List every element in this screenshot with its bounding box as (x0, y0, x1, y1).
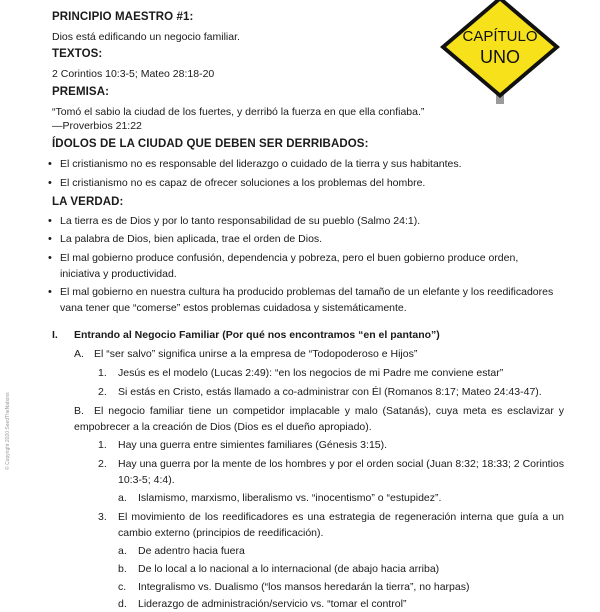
verdad-item-2: • La palabra de Dios, bien aplicada, trae el orden de Dios. (48, 233, 323, 245)
outline-B-text: El negocio familiar tiene un competidor implacable y malo (Satanás), cuya meta es esclavizar y empobrecer a la creación de Dios (Dios es el dueño apropiado). (74, 405, 564, 433)
outline-I-title: Entrando al Negocio Familiar (Por qué nos encontramos “en el pantano”) (74, 329, 440, 341)
bullet-icon: • (48, 233, 52, 245)
bullet-icon: • (48, 158, 52, 170)
outline-B1-text: Hay una guerra entre simientes familiares (Génesis 3:15). (118, 439, 388, 451)
bullet-icon: • (48, 215, 52, 227)
outline-B2-text: Hay una guerra por la mente de los hombres y por el orden social (Juan 8:32; 18:33; 2 Corintios 10:3-5; 4:4). (118, 458, 564, 486)
outline-A2-marker: 2. (98, 386, 107, 398)
bullet-icon: • (48, 252, 52, 264)
outline-B2-marker: 2. (98, 458, 107, 470)
chapter-sign (438, 0, 562, 104)
outline-I-marker: I. (52, 329, 58, 341)
bullet-icon: • (48, 177, 52, 189)
textos-heading: TEXTOS: (52, 48, 103, 60)
idolos-item-1: • El cristianismo no es responsable del liderazgo o cuidado de la tierra y sus habitantes. (48, 158, 462, 170)
bullet-icon: • (48, 286, 52, 298)
outline-A2-text: Si estás en Cristo, estás llamado a co-administrar con Él (Romanos 8:17; Mateo 24:43-47). (118, 386, 542, 398)
verdad-item-1: • La tierra es de Dios y por lo tanto responsabilidad de su pueblo (Salmo 24:1). (48, 215, 421, 227)
verdad-item-4: • El mal gobierno en nuestra cultura ha producido problemas del tamaño de un elefante y los reedificadores vana tener que “comerse” estos problemas cuidadosa y sistemáticamente. (48, 286, 554, 314)
outline-A-marker: A. (74, 348, 84, 360)
outline-B3d-marker: d. (118, 598, 127, 610)
principio-text: Dios está edificando un negocio familiar. (52, 31, 240, 43)
premisa-source: —Proverbios 21:22 (52, 120, 142, 132)
premisa-heading: PREMISA: (52, 86, 110, 98)
outline-B3a-text: De adentro hacia fuera (138, 545, 245, 557)
sign-line2: UNO (480, 47, 520, 67)
verdad-item-3: • El mal gobierno produce confusión, dependencia y pobreza, pero el buen gobierno produce orden, iniciativa y productividad. (48, 252, 519, 280)
idolos-item-2: • El cristianismo no es capaz de ofrecer soluciones a los problemas del hombre. (48, 177, 426, 189)
outline-B3b-marker: b. (118, 563, 127, 575)
outline-A1-marker: 1. (98, 367, 107, 379)
outline-B3a-marker: a. (118, 545, 127, 557)
textos-text: 2 Corintios 10:3-5; Mateo 28:18-20 (52, 68, 215, 80)
diamond-sign-icon (438, 0, 562, 104)
verdad-heading: LA VERDAD: (52, 196, 124, 208)
sign-line1: CAPÍTULO (462, 28, 538, 45)
idolos-heading: ÍDOLOS DE LA CIUDAD QUE DEBEN SER DERRIBADOS: (52, 138, 369, 150)
outline-B-marker: B. (74, 405, 84, 417)
outline-A-text: El “ser salvo” significa unirse a la empresa de “Todopoderoso e Hijos” (94, 348, 418, 360)
premisa-quote: “Tomó el sabio la ciudad de los fuertes, y derribó la fuerza en que ella confiaba.” (52, 106, 425, 118)
outline-B3b-text: De lo local a lo nacional a lo internacional (de abajo hacia arriba) (138, 563, 440, 575)
outline-B1-marker: 1. (98, 439, 107, 451)
copyright-note: © Copyright 2020 SeedTheNations (5, 392, 11, 470)
outline-B3c-marker: c. (118, 581, 127, 593)
outline-B2a-text: Islamismo, marxismo, liberalismo vs. “inocentismo” o “estupidez”. (138, 492, 442, 504)
outline-B3-marker: 3. (98, 511, 107, 523)
outline-B3d-text: Liderazgo de administración/servicio vs. “tomar el control” (138, 598, 407, 610)
principio-heading: PRINCIPIO MAESTRO #1: (52, 11, 194, 23)
outline-B3-text: El movimiento de los reedificadores es una estrategia de regeneración interna que guía a un cambio externo (principios de reedificación). (118, 511, 564, 539)
outline-B2a-marker: a. (118, 492, 127, 504)
outline-B3c-text: Integralismo vs. Dualismo (“los mansos heredarán la tierra”, no harpas) (138, 581, 470, 593)
outline-A1-text: Jesús es el modelo (Lucas 2:49): “en los negocios de mi Padre me conviene estar” (118, 367, 504, 379)
